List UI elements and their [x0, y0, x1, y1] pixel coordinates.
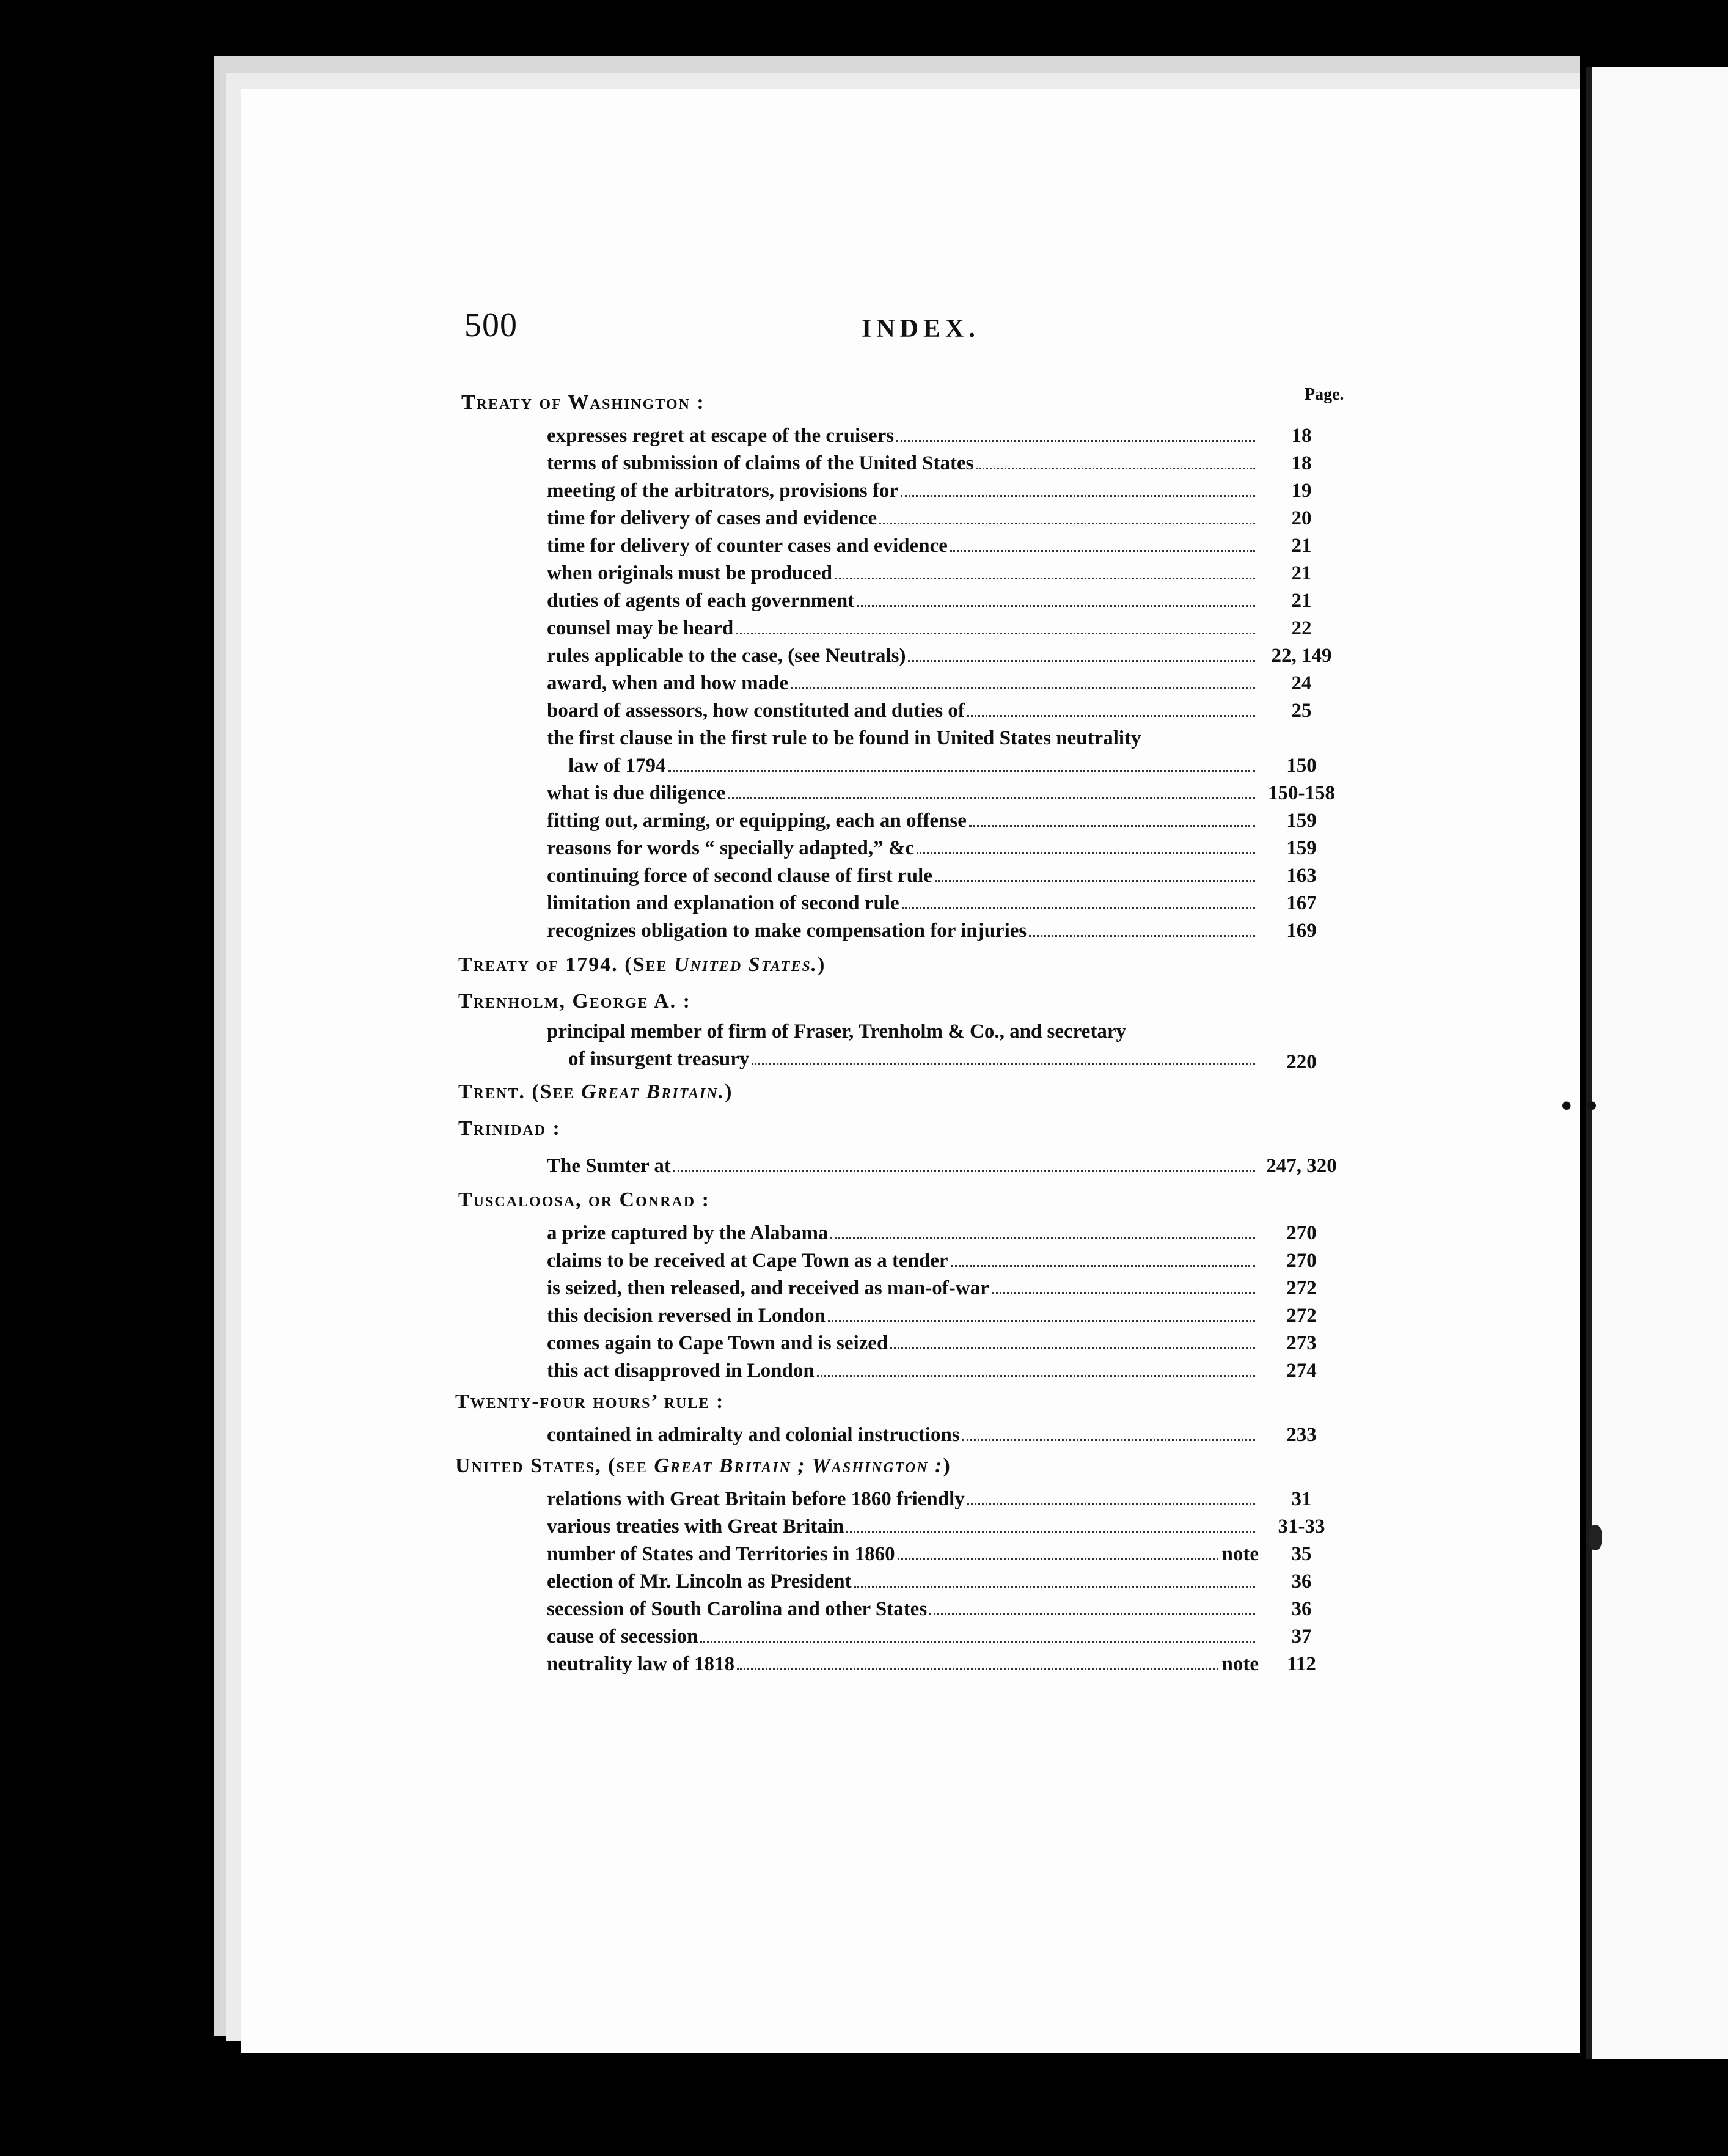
entry-text: expresses regret at escape of the cruisers — [547, 425, 895, 447]
entry-text: limitation and explanation of second rule — [547, 892, 899, 914]
entry-page: 159 — [1286, 810, 1317, 832]
entry-page: 37 — [1291, 1626, 1312, 1648]
entry-text: time for delivery of cases and evidence — [547, 507, 877, 529]
page-column-label: Page. — [1305, 385, 1344, 404]
entry-text: claims to be received at Cape Town as a tender — [547, 1250, 948, 1272]
index-entry — [547, 782, 1259, 810]
index-entry — [547, 865, 1259, 892]
entry-text: various treaties with Great Britain — [547, 1516, 844, 1538]
entry-text: contained in admiralty and colonial instructions — [547, 1424, 960, 1446]
entry-page: 36 — [1291, 1598, 1312, 1620]
entry-page: 274 — [1286, 1360, 1317, 1382]
entry-page: 233 — [1286, 1424, 1317, 1446]
dot-leader — [917, 853, 1255, 854]
entry-text: this decision reversed in London — [547, 1305, 826, 1327]
entry-text: election of Mr. Lincoln as President — [547, 1571, 852, 1593]
entry-text: this act disapproved in London — [547, 1360, 815, 1382]
entry-page: 159 — [1286, 837, 1317, 859]
entry-text: is seized, then released, and received as man-of-war — [547, 1277, 989, 1299]
dot-leader — [967, 1503, 1255, 1505]
entry-page: 272 — [1286, 1277, 1317, 1299]
index-entry — [547, 507, 1259, 535]
facing-page-edge — [1586, 67, 1728, 2059]
dot-leader — [879, 522, 1255, 524]
see-label: (See — [624, 953, 674, 976]
dot-leader — [890, 1348, 1255, 1349]
entry-note: note — [1221, 1653, 1259, 1675]
entry-text: duties of agents of each government — [547, 590, 855, 612]
entry-page: 31-33 — [1278, 1516, 1325, 1538]
dot-leader — [728, 798, 1255, 799]
index-entry — [547, 700, 1259, 727]
entry-text: rules applicable to the case, (see Neutrals) — [547, 645, 906, 667]
index-heading — [455, 1454, 951, 1478]
heading-title: Trent. — [458, 1080, 532, 1103]
entry-text-continued: law of 1794 — [568, 755, 666, 777]
see-reference: Great Britain. — [581, 1080, 725, 1103]
index-heading: Trenholm, George A. : — [458, 990, 691, 1013]
see-reference: Great Britain ; — [654, 1454, 812, 1477]
entry-text: relations with Great Britain before 1860 friendly — [547, 1488, 965, 1510]
index-entry — [547, 480, 1259, 507]
dot-leader — [908, 660, 1255, 662]
entry-page: 150-158 — [1268, 782, 1335, 804]
ink-smudge — [1589, 1525, 1602, 1550]
entry-page: 167 — [1286, 892, 1317, 914]
index-entry — [547, 1424, 1259, 1451]
dot-leader — [902, 908, 1255, 909]
entry-text: the first clause in the first rule to be found in United States neutrality — [547, 727, 1141, 749]
dot-leader — [737, 1668, 1218, 1670]
heading-title: Treaty of 1794. — [458, 953, 625, 976]
dot-leader — [791, 688, 1255, 689]
index-entry — [547, 1222, 1259, 1250]
index-entry — [547, 1626, 1259, 1653]
entry-text: principal member of firm of Fraser, Trenholm & Co., and secretary — [547, 1021, 1126, 1043]
entry-text: terms of submission of claims of the United States — [547, 452, 974, 474]
entry-text: The Sumter at — [547, 1155, 671, 1177]
entry-page: 112 — [1287, 1653, 1316, 1675]
entry-page: 25 — [1291, 700, 1312, 722]
dot-leader — [673, 1170, 1255, 1172]
index-entry — [568, 1048, 1259, 1076]
index-entry — [568, 755, 1259, 782]
index-entry — [547, 1360, 1259, 1387]
dot-leader — [950, 550, 1255, 552]
entry-page: 220 — [1286, 1051, 1317, 1073]
dot-leader — [700, 1641, 1255, 1643]
see-reference: United States. — [674, 953, 818, 976]
index-entry — [547, 1571, 1259, 1598]
entry-text: secession of South Carolina and other States — [547, 1598, 928, 1620]
running-head: INDEX. — [862, 315, 980, 343]
heading-title: United States, (see — [455, 1454, 654, 1477]
entry-text: cause of secession — [547, 1626, 698, 1648]
entry-text: number of States and Territories in 1860 — [547, 1543, 895, 1565]
index-entry — [547, 562, 1259, 590]
dot-leader — [901, 495, 1255, 497]
index-entry — [547, 535, 1259, 562]
index-heading: Treaty of Washington : — [461, 391, 705, 414]
index-entry — [547, 1250, 1259, 1277]
entry-page: 21 — [1291, 535, 1312, 557]
dot-leader — [976, 468, 1255, 469]
entry-page: 169 — [1286, 920, 1317, 942]
see-reference: Washington : — [811, 1454, 943, 1477]
index-entry — [547, 617, 1259, 645]
index-entry — [547, 672, 1259, 700]
index-entry — [547, 452, 1259, 480]
entry-page: 24 — [1291, 672, 1312, 694]
index-entry — [547, 1305, 1259, 1332]
paren-close: ) — [818, 953, 826, 976]
entry-text: a prize captured by the Alabama — [547, 1222, 829, 1244]
index-entry — [547, 1516, 1259, 1543]
entry-page: 21 — [1291, 590, 1312, 612]
index-entry — [547, 425, 1259, 452]
index-heading — [458, 1080, 733, 1104]
entry-text: continuing force of second clause of first rule — [547, 865, 932, 887]
dot-leader — [1029, 935, 1255, 937]
entry-page: 21 — [1291, 562, 1312, 584]
entry-page: 273 — [1286, 1332, 1317, 1354]
index-heading — [458, 953, 826, 977]
entry-page: 19 — [1291, 480, 1312, 502]
index-heading: Trinidad : — [458, 1117, 561, 1140]
entry-note: note — [1221, 1543, 1259, 1565]
ink-dots: •• — [1561, 1088, 1613, 1123]
dot-leader — [668, 770, 1256, 772]
dot-leader — [752, 1063, 1255, 1065]
entry-page: 150 — [1286, 755, 1317, 777]
entry-page: 272 — [1286, 1305, 1317, 1327]
index-heading: Twenty-four hours’ rule : — [455, 1390, 725, 1413]
dot-leader — [967, 715, 1255, 717]
entry-text: comes again to Cape Town and is seized — [547, 1332, 888, 1354]
entry-text: board of assessors, how constituted and duties of — [547, 700, 965, 722]
dot-leader — [896, 440, 1255, 442]
index-entry — [547, 1332, 1259, 1360]
index-entry — [547, 892, 1259, 920]
index-entry — [547, 590, 1259, 617]
paren-close: ) — [725, 1080, 733, 1103]
index-entry — [547, 1543, 1259, 1571]
index-entry — [547, 1277, 1259, 1305]
entry-page: 20 — [1291, 507, 1312, 529]
entry-page: 247, 320 — [1266, 1155, 1337, 1177]
dot-leader — [830, 1238, 1255, 1239]
dot-leader — [969, 825, 1255, 827]
index-entry — [547, 645, 1259, 672]
index-entry — [547, 810, 1259, 837]
entry-page: 18 — [1291, 425, 1312, 447]
dot-leader — [898, 1558, 1218, 1560]
entry-page: 36 — [1291, 1571, 1312, 1593]
paren-close: ) — [943, 1454, 951, 1477]
dot-leader — [935, 880, 1255, 882]
entry-text: reasons for words “ specially adapted,” &c — [547, 837, 915, 859]
index-entry — [547, 837, 1259, 865]
entry-text: what is due diligence — [547, 782, 726, 804]
entry-page: 18 — [1291, 452, 1312, 474]
dot-leader — [835, 578, 1255, 579]
entry-page: 35 — [1291, 1543, 1312, 1565]
entry-text: fitting out, arming, or equipping, each an offense — [547, 810, 967, 832]
dot-leader — [736, 632, 1255, 634]
dot-leader — [962, 1439, 1255, 1441]
index-entry — [547, 1598, 1259, 1626]
entry-text: award, when and how made — [547, 672, 789, 694]
index-entry — [547, 1488, 1259, 1516]
entry-text: meeting of the arbitrators, provisions for — [547, 480, 898, 502]
dot-leader — [828, 1320, 1255, 1322]
dot-leader — [857, 605, 1255, 607]
entry-page: 22 — [1291, 617, 1312, 639]
entry-page: 270 — [1286, 1222, 1317, 1244]
see-label: (See — [532, 1080, 582, 1103]
entry-page: 270 — [1286, 1250, 1317, 1272]
entry-page: 31 — [1291, 1488, 1312, 1510]
entry-text: recognizes obligation to make compensation for injuries — [547, 920, 1027, 942]
index-entry — [547, 1155, 1259, 1182]
entry-page: 163 — [1286, 865, 1317, 887]
entry-text: neutrality law of 1818 — [547, 1653, 735, 1675]
dot-leader — [992, 1292, 1255, 1294]
page-number: 500 — [464, 306, 518, 344]
dot-leader — [846, 1531, 1255, 1533]
entry-text: time for delivery of counter cases and evidence — [547, 535, 948, 557]
index-heading: Tuscaloosa, or Conrad : — [458, 1189, 710, 1211]
entry-page: 22, 149 — [1271, 645, 1332, 667]
dot-leader — [951, 1265, 1255, 1267]
entry-text: when originals must be produced — [547, 562, 832, 584]
dot-leader — [854, 1586, 1255, 1588]
dot-leader — [929, 1613, 1255, 1615]
index-entry — [547, 920, 1259, 947]
dot-leader — [817, 1375, 1255, 1377]
index-entry — [547, 1653, 1259, 1681]
entry-text: counsel may be heard — [547, 617, 734, 639]
entry-text-continued: of insurgent treasury — [568, 1048, 750, 1070]
